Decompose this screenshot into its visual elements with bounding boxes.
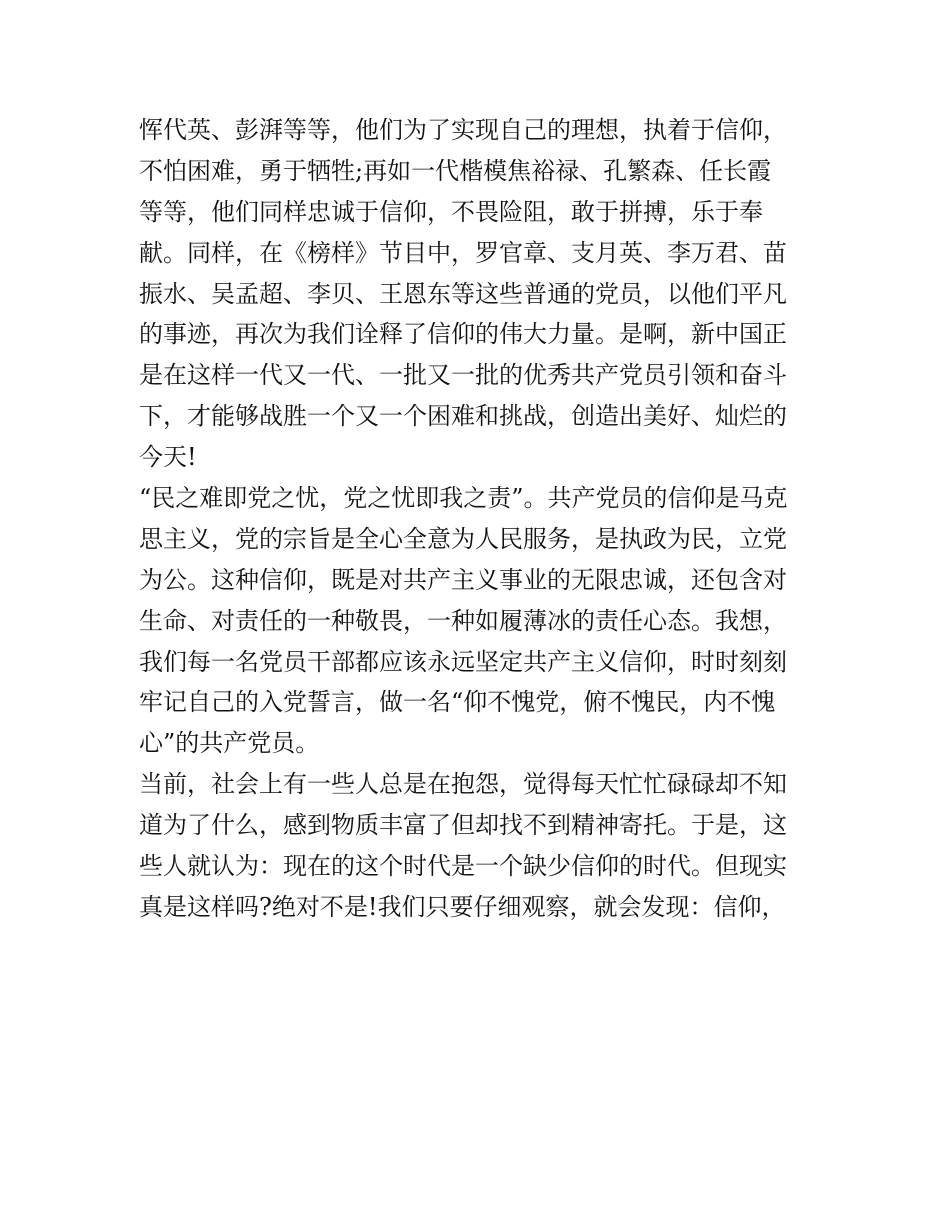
text-line: 下，才能够战胜一个又一个困难和挑战，创造出美好、灿烂的 bbox=[139, 402, 787, 431]
text-line: 思主义，党的宗旨是全心全意为人民服务，是执政为民，立党 bbox=[139, 524, 787, 553]
text-line: 心”的共产党员。 bbox=[139, 729, 320, 758]
text-line: 道为了什么，感到物质丰富了但却找不到精神寄托。于是，这 bbox=[139, 811, 787, 840]
text-line: 今天! bbox=[139, 443, 197, 472]
text-line: 恽代英、彭湃等等，他们为了实现自己的理想，执着于信仰， bbox=[139, 116, 787, 144]
document-body bbox=[139, 110, 819, 928]
text-line: 为公。这种信仰，既是对共产主义事业的无限忠诚，还包含对 bbox=[139, 565, 787, 594]
text-line: 生命、对责任的一种敬畏，一种如履薄冰的责任心态。我想， bbox=[139, 606, 787, 635]
text-line: 的事迹，再次为我们诠释了信仰的伟大力量。是啊，新中国正 bbox=[139, 320, 787, 349]
text-line: 我们每一名党员干部都应该永远坚定共产主义信仰，时时刻刻 bbox=[139, 647, 787, 676]
text-line: 是在这样一代又一代、一批又一批的优秀共产党员引领和奋斗 bbox=[139, 361, 787, 390]
text-line: 振水、吴孟超、李贝、王恩东等这些普通的党员，以他们平凡 bbox=[139, 279, 787, 308]
text-line: 献。同样，在《榜样》节目中，罗官章、支月英、李万君、苗 bbox=[139, 238, 787, 267]
text-line: “民之难即党之忧，党之忧即我之责”。共产党员的信仰是马克 bbox=[139, 484, 788, 513]
text-line: 真是这样吗?绝对不是!我们只要仔细观察，就会发现：信仰， bbox=[139, 892, 786, 921]
text-line: 不怕困难，勇于牺牲;再如一代楷模焦裕禄、孔繁森、任长霞 bbox=[139, 156, 772, 185]
text-line: 牢记自己的入党誓言，做一名“仰不愧党，俯不愧民，内不愧 bbox=[139, 688, 776, 717]
text-line: 当前，社会上有一些人总是在抱怨，觉得每天忙忙碌碌却不知 bbox=[139, 770, 787, 799]
text-line: 些人就认为：现在的这个时代是一个缺少信仰的时代。但现实 bbox=[139, 852, 787, 881]
text-line: 等等，他们同样忠诚于信仰，不畏险阻，敢于拼搏，乐于奉 bbox=[139, 197, 763, 226]
